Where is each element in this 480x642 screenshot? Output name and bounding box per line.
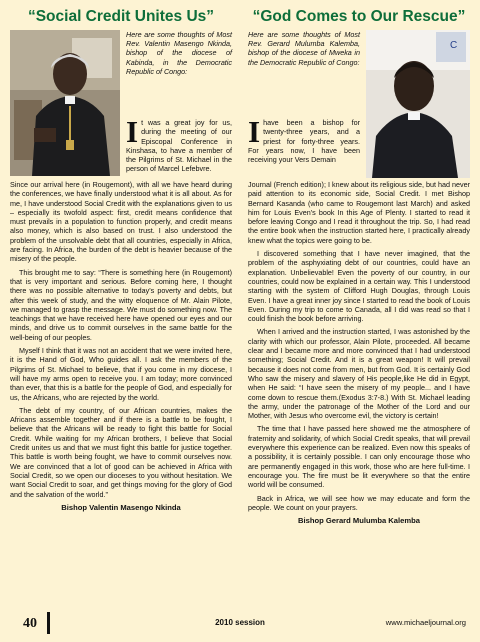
article-intro-right: Here are some thoughts of Most Rev. Gerard Mulumba Kalemba, bishop of the diocese of Mweka in the Democratic Republic of Congo:	[248, 30, 360, 67]
article-lead-left	[126, 114, 232, 174]
article-left	[10, 8, 232, 513]
article-intro-left: Here are some thoughts of Most Rev. Valentin Masengo Nkinda, bishop of the diocese of Kabinda, in the Democratic Republic of Congo:	[126, 30, 232, 76]
article-body-right	[248, 180, 470, 526]
paragraph: This brought me to say: “There is something here (in Rougemont) that is very important and serious. Before coming here, I thought there was no possible alternative to today’s poverty and debts, but after this week of study, and the witty eloquence of Mr. Alain Pilote, we managed to grasp the message. We must do something now. The teachings that we have received here have opened our eyes and our minds, and drive us to commit ourselves in the same battle for the well-being of our peoples.	[10, 267, 232, 342]
lead-text-right: have been a bishop for twenty-three years, and a priest for forty-three years. For years now, I have been receiving your Vers Demain	[248, 118, 360, 165]
bishop-nkinda-photo	[10, 30, 120, 176]
bishop-nkinda-portrait-image	[10, 30, 120, 176]
svg-text:C: C	[450, 40, 458, 51]
page-footer	[0, 606, 480, 642]
bishop-kalemba-portrait-image	[366, 30, 470, 178]
paragraph: Journal (French edition); I knew about its religious side, but had never paid attention to its economic side, Social Credit. I met Bishop Bernard Kasanda (who came to Rougemont last March) and asked him for Louis Even’s book In this Age of Plenty. I started to read it before leaving Congo and I read it throughout the trip. So, I had read the entire book when the instruction started here, I practically already knew what the topics were going to be.	[248, 180, 470, 245]
article-body-left	[10, 180, 232, 513]
drop-cap-left: I	[126, 114, 139, 149]
article-title-left: “Social Credit Unites Us”	[27, 8, 215, 25]
lead-text-left: t was a great joy for us, during the meeting of our Episcopal Conference in Kinshasa, to have a member of the Pilgrims of St. Michael in the person of Marcel Lefebvre.	[126, 118, 232, 174]
session-label: 2010 session	[215, 618, 265, 627]
paragraph: Myself I think that it was not an accident that we were invited here, it is the Hand of God, Who guides all. I ask the members of the Pilgrims of St. Michael to believe, that if you come in my diocese, I will have my arms open to receive you. I am today; more convinced than ever, that this is a battle for the people of God, and especially for us, the Africans, who are rejected by the world.	[10, 346, 232, 402]
signature-left: Bishop Valentin Masengo Nkinda	[61, 502, 181, 512]
article-top-right	[248, 30, 470, 180]
article-right	[248, 8, 470, 526]
bishop-kalemba-photo	[366, 30, 470, 178]
paragraph: Since our arrival here (in Rougemont), with all we have heard during the conferences, we have finally understood what it is all about. As for me, I have understood Social Credit with the explanations given to us – especially its twofold aspect: first, credit means confidence that must prevails in a population to function properly, and credit means also money, which is also based on trust. I also understood the problem of the unsolvable debt that all countries, especially in Africa, are facing. In Africa, the burden of the debt is heavier because of the misery of the people.	[10, 180, 232, 264]
paragraph: When I arrived and the instruction started, I was astonished by the clarity with which our professor, Alain Pilote, proceeded. All became clear and I became more and more convinced that I had understood something; Social Credit. And it is a great weapon! It will prevail because it does not come from men, but from God. It is certainly God Who saw the misery and slavery of His people,like He did in Egypt, when He said: “I have seen the misery of my people... and I have come down to rescue them.(Exodus 3:7-8.) With St. Michael leading the army, under the patronage of the Mother of the Lord and our Mother, with Jesus who overcome evil, the victory is certain!	[248, 327, 470, 421]
drop-cap-right: I	[248, 114, 261, 149]
paragraph: The debt of my country, of our African countries, makes the Africans assemble together and if there is a battle to be fought, I believe that the Africans will be ready to fight this battle for Social Credit. While waiting for my African brothers, I believe that Social Credit unites us and that we must fight this battle for justice together. This battle is worth being fought, we have to commit ourselves now. We are convinced that a lot of good can be achieved in Africa with Social Credit, so we open our dioceses to you without hesitation. We want Social Credit to soar, and get things moving for the glory of God and the salvation of the world.”	[10, 405, 232, 499]
page-number: 40	[23, 616, 37, 631]
paragraph: The time that I have passed here showed me the atmosphere of fraternity and solidarity, of which Social Credit speaks, that will prevail everywhere this experience can be realized. Even now this speaks of a possibility, it is certainly possible. I can only encourage those who are permanently engaged in this work, those who are here full-time. I encourage you. The fire must be lit everywhere so that the entire world will be consumed.	[248, 424, 470, 490]
paragraph: I discovered something that I have never imagined, that the problem of the asphyxiating debt of our countries, could have an explanation. Unbelievable! Even the poverty of our country, in our countries, could now be explained in a certain way. This I understood starting with the system of Clifford Hugh Douglas, through Louis Even. I have a great inner joy since I started to read the book of Louis Even. During my trip to come to Canada, all I did was read so that I could finish the book before arriving.	[248, 249, 470, 324]
article-title-right: “God Comes to Our Rescue”	[252, 8, 466, 25]
article-lead-right	[248, 114, 360, 165]
paragraph: Back in Africa, we will see how we may educate and form the people. We count on your prayers.	[248, 493, 470, 512]
signature-right: Bishop Gerard Mulumba Kalemba	[298, 516, 420, 526]
website-label: www.michaeljournal.org	[385, 618, 466, 627]
article-top-left	[10, 30, 232, 180]
